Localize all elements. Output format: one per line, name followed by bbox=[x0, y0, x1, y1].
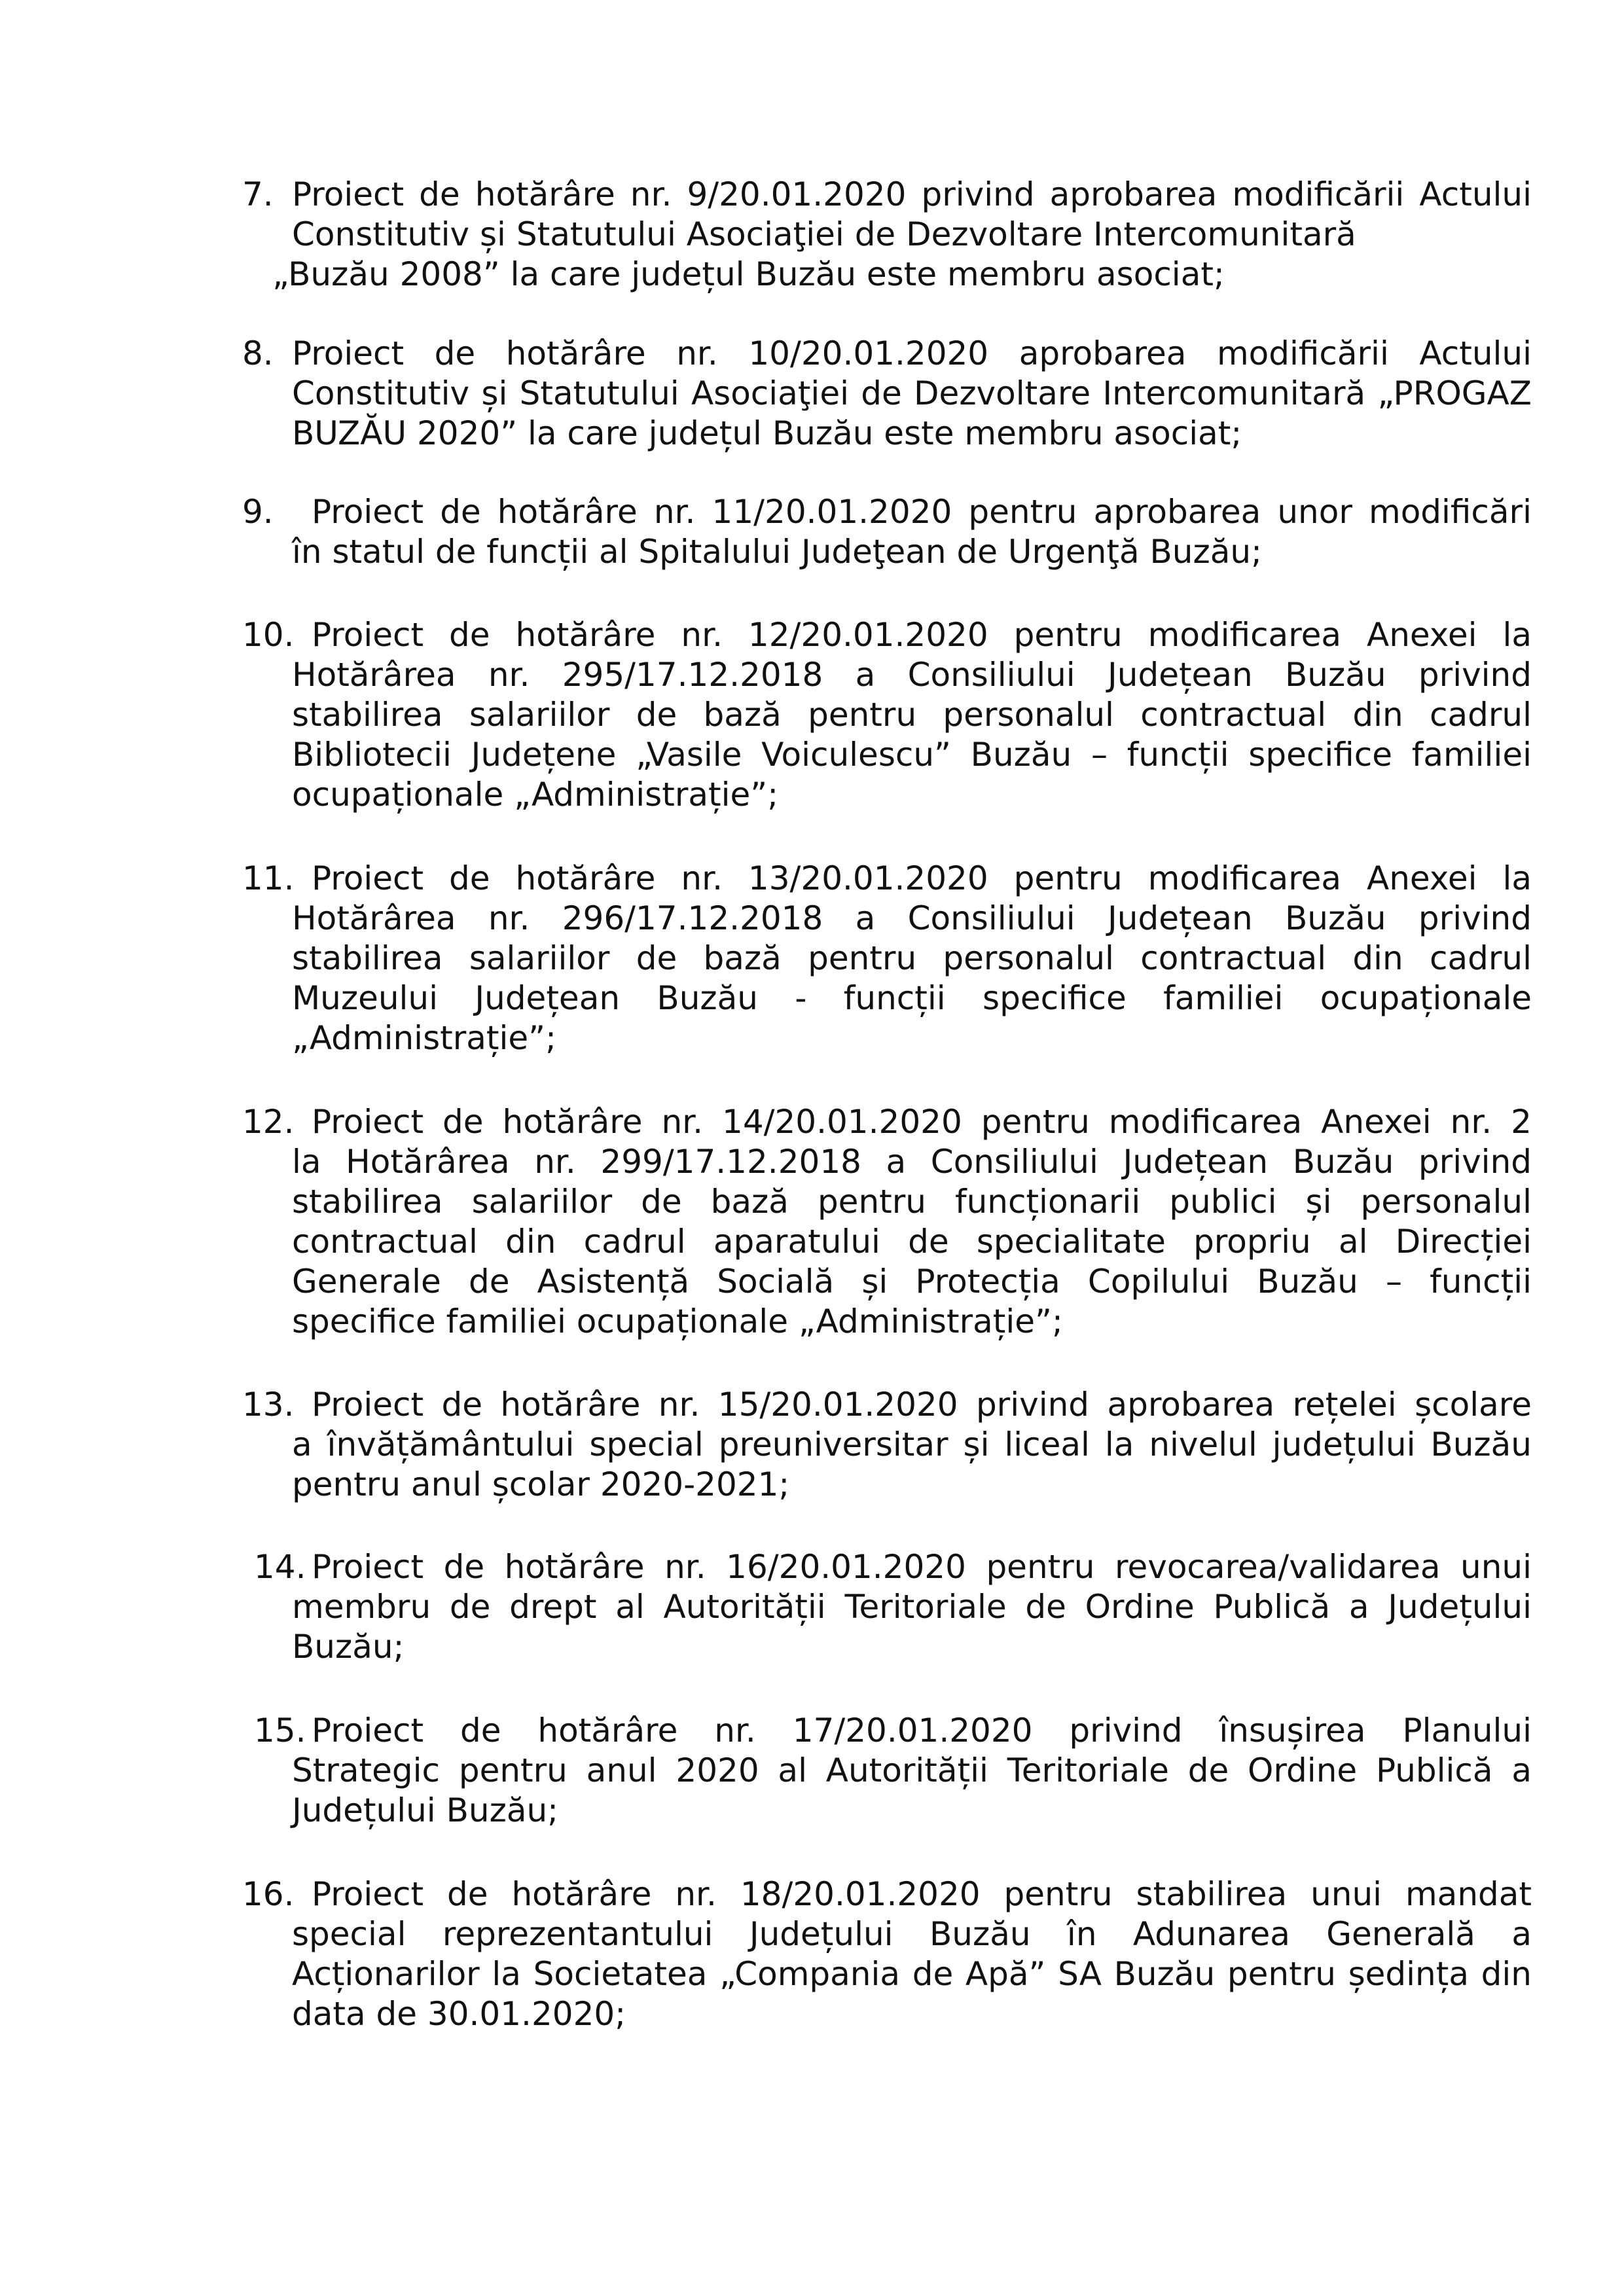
item-line: Proiect de hotărâre nr. 10/20.01.2020 aprobarea modificării Actului bbox=[292, 334, 1532, 372]
agenda-item-7 bbox=[242, 175, 1532, 295]
item-line: Acționarilor la Societatea „Compania de Apă” SA Buzău pentru ședința din bbox=[292, 1955, 1532, 1993]
agenda-item-12 bbox=[242, 1102, 1532, 1342]
item-text bbox=[292, 1711, 1532, 1831]
item-line: Bibliotecii Județene „Vasile Voiculescu” Buzău – funcții specifice familiei bbox=[292, 736, 1532, 774]
item-number: 8. bbox=[242, 334, 274, 372]
item-line: Proiect de hotărâre nr. 16/20.01.2020 pentru revocarea/validarea unui bbox=[312, 1548, 1532, 1586]
item-line: Proiect de hotărâre nr. 15/20.01.2020 privind aprobarea rețelei școlare bbox=[312, 1386, 1532, 1424]
item-line: stabilirea salariilor de bază pentru personalul contractual din cadrul bbox=[292, 939, 1532, 977]
agenda-item-9 bbox=[242, 492, 1532, 572]
item-line: BUZĂU 2020” la care județul Buzău este membru asociat; bbox=[292, 414, 1242, 452]
item-line: Constitutiv și Statutului Asociaţiei de Dezvoltare Intercomunitară bbox=[292, 215, 1356, 253]
item-text bbox=[292, 859, 1532, 1058]
item-line: specifice familiei ocupaționale „Administrație”; bbox=[292, 1302, 1063, 1340]
item-line: la Hotărârea nr. 299/17.12.2018 a Consiliului Județean Buzău privind bbox=[292, 1143, 1532, 1181]
item-text bbox=[292, 334, 1532, 454]
item-line: stabilirea salariilor de bază pentru personalul contractual din cadrul bbox=[292, 696, 1532, 734]
agenda-item-10 bbox=[242, 615, 1532, 815]
agenda-item-13 bbox=[242, 1385, 1532, 1505]
agenda-item-14 bbox=[242, 1547, 1532, 1667]
item-text bbox=[292, 492, 1532, 572]
item-line: Muzeului Județean Buzău - funcții specifice familiei ocupaționale bbox=[292, 979, 1532, 1017]
item-line: contractual din cadrul aparatului de specialitate propriu al Direcției bbox=[292, 1223, 1532, 1261]
item-line: stabilirea salariilor de bază pentru funcționarii publici și personalul bbox=[292, 1183, 1532, 1221]
item-line: Hotărârea nr. 296/17.12.2018 a Consiliului Județean Buzău privind bbox=[292, 899, 1532, 937]
item-line: ocupaționale „Administrație”; bbox=[292, 776, 779, 814]
item-line: Proiect de hotărâre nr. 13/20.01.2020 pentru modificarea Anexei la bbox=[312, 859, 1532, 897]
item-line: a învățământului special preuniversitar și liceal la nivelul județului Buzău bbox=[292, 1426, 1532, 1463]
item-line: Proiect de hotărâre nr. 9/20.01.2020 privind aprobarea modificării Actului bbox=[292, 175, 1532, 213]
item-line: Hotărârea nr. 295/17.12.2018 a Consiliului Județean Buzău privind bbox=[292, 656, 1532, 694]
item-line: Județului Buzău; bbox=[292, 1791, 559, 1829]
item-number: 7. bbox=[242, 175, 274, 213]
item-line: Proiect de hotărâre nr. 18/20.01.2020 pentru stabilirea unui mandat bbox=[312, 1875, 1532, 1913]
item-number: 10. bbox=[242, 616, 295, 654]
item-line: Strategic pentru anul 2020 al Autorității Teritoriale de Ordine Publică a bbox=[292, 1751, 1532, 1789]
item-text bbox=[292, 615, 1532, 815]
agenda-item-8 bbox=[242, 334, 1532, 454]
item-text bbox=[292, 1547, 1532, 1667]
item-text bbox=[292, 1385, 1532, 1505]
item-number: 16. bbox=[242, 1875, 295, 1913]
item-number: 15. bbox=[254, 1712, 306, 1749]
item-line: special reprezentantului Județului Buzău în Adunarea Generală a bbox=[292, 1915, 1532, 1953]
item-line: Proiect de hotărâre nr. 12/20.01.2020 pentru modificarea Anexei la bbox=[312, 616, 1532, 654]
agenda-item-16 bbox=[242, 1874, 1532, 2034]
item-number: 13. bbox=[242, 1386, 295, 1424]
item-number: 12. bbox=[242, 1103, 295, 1141]
item-line: în statul de funcții al Spitalului Judeţean de Urgenţă Buzău; bbox=[292, 533, 1262, 571]
item-number: 14. bbox=[254, 1548, 306, 1586]
item-line: Proiect de hotărâre nr. 17/20.01.2020 privind însușirea Planului bbox=[312, 1712, 1532, 1749]
item-line: „Administrație”; bbox=[292, 1019, 556, 1057]
item-line: data de 30.01.2020; bbox=[292, 1995, 626, 2033]
agenda-item-11 bbox=[242, 859, 1532, 1058]
item-line: „Buzău 2008” la care județul Buzău este membru asociat; bbox=[272, 255, 1225, 293]
item-text bbox=[272, 175, 1532, 295]
item-line: Constitutiv și Statutului Asociaţiei de Dezvoltare Intercomunitară „PROGAZ bbox=[292, 374, 1532, 412]
item-line: Generale de Asistență Socială și Protecția Copilului Buzău – funcții bbox=[292, 1263, 1532, 1300]
item-line: Proiect de hotărâre nr. 14/20.01.2020 pentru modificarea Anexei nr. 2 bbox=[312, 1103, 1532, 1141]
item-number: 9. bbox=[242, 493, 274, 531]
item-line: membru de drept al Autorității Teritoriale de Ordine Publică a Județului bbox=[292, 1588, 1532, 1626]
item-number: 11. bbox=[242, 859, 295, 897]
item-line: pentru anul școlar 2020-2021; bbox=[292, 1465, 790, 1503]
item-text bbox=[292, 1102, 1532, 1342]
item-line: Buzău; bbox=[292, 1628, 405, 1666]
item-line: Proiect de hotărâre nr. 11/20.01.2020 pentru aprobarea unor modificări bbox=[312, 493, 1532, 531]
item-text bbox=[292, 1874, 1532, 2034]
agenda-item-15 bbox=[242, 1711, 1532, 1831]
